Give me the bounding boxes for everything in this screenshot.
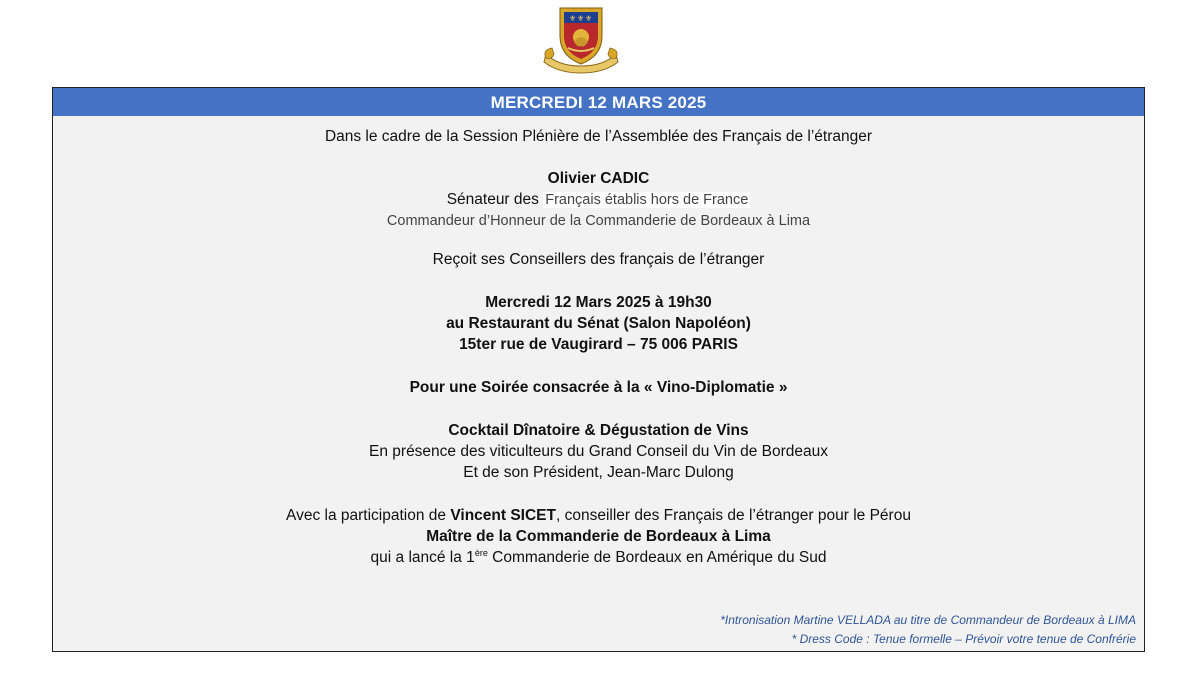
event-datetime: Mercredi 12 Mars 2025 à 19h30 (485, 294, 712, 311)
tasting-line-2: Et de son Président, Jean-Marc Dulong (463, 464, 734, 481)
date-header-title: MERCREDI 12 MARS 2025 (490, 93, 707, 112)
footnote-dress-code: * Dress Code : Tenue formelle – Prévoir votre tenue de Confrérie (791, 632, 1136, 646)
event-theme: Pour une Soirée consacrée à la « Vino-Diplomatie » (409, 379, 788, 396)
event-venue: au Restaurant du Sénat (Salon Napoléon) (446, 315, 751, 332)
invitation-card (52, 87, 1145, 652)
launch-prefix: qui a lancé la 1 (370, 549, 475, 566)
invite-line: Reçoit ses Conseillers des français de l’étranger (432, 251, 765, 268)
footnotes (720, 611, 1136, 649)
participation-line (53, 505, 1144, 526)
launch-line (53, 547, 1144, 568)
launch-suffix: Commanderie de Bordeaux en Amérique du Sud (487, 549, 827, 566)
tasting-title: Cocktail Dînatoire & Dégustation de Vins (448, 422, 749, 439)
host-honor: Commandeur d’Honneur de la Commanderie de Bordeaux à Lima (386, 213, 811, 229)
svg-text:⚜: ⚜ (577, 14, 585, 23)
svg-text:⚜: ⚜ (569, 14, 577, 23)
host-title-suffix: Français établis hors de France (545, 192, 749, 208)
svg-text:⚜: ⚜ (585, 14, 593, 23)
tasting-line-1: En présence des viticulteurs du Grand Conseil du Vin de Bordeaux (369, 443, 828, 460)
participation-suffix: , conseiller des Français de l’étranger pour le Pérou (555, 507, 911, 524)
launch-sup: ère (474, 547, 488, 558)
host-title-prefix: Sénateur des (446, 191, 539, 208)
participation-prefix: Avec la participation de (286, 507, 447, 524)
host-name: Olivier CADIC (547, 170, 650, 187)
host-title (53, 189, 1144, 211)
footnote-intronisation: *Intronisation Martine VELLADA au titre de Commandeur de Bordeaux à LIMA (720, 613, 1136, 627)
participant-role: Maître de la Commanderie de Bordeaux à Lima (426, 528, 771, 545)
intro-line: Dans le cadre de la Session Plénière de l’Assemblée des Français de l’étranger (324, 128, 873, 145)
commanderie-crest-logo (538, 2, 624, 74)
event-address: 15ter rue de Vaugirard – 75 006 PARIS (459, 336, 738, 353)
date-header (53, 88, 1144, 116)
invitation-body (53, 116, 1144, 568)
participant-name: Vincent SICET (450, 507, 556, 524)
